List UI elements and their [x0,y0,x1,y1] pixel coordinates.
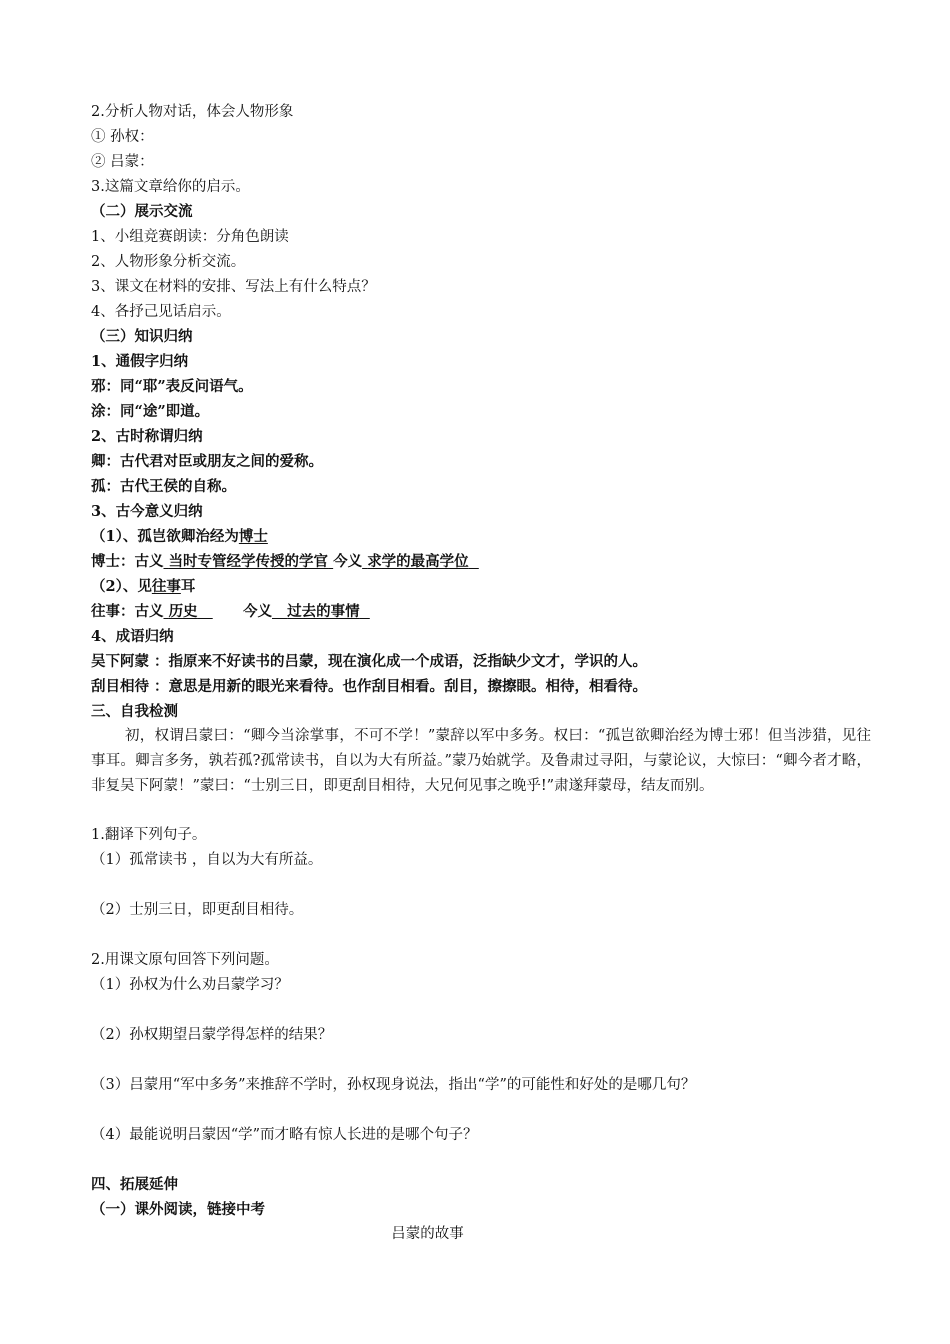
tongjia-line: 涂：同“途”即道。 [91,403,210,420]
task-item-3: 3.这篇文章给你的启示。 [91,179,250,195]
chengwei-line: 卿：古代君对臣或朋友之间的爱称。 [91,453,323,470]
modern-meaning: 过去的事情 [287,603,360,620]
gujin-answer-1 [91,552,479,572]
tongjia-line: 邪：同“耶”表反问语气。 [91,378,253,395]
gujin-question-2 [91,577,195,597]
answer-label: 博士：古义 [91,553,164,570]
self-test-heading: 三、自我检测 [91,703,178,720]
modern-label: 今义 [333,553,363,570]
exchange-item: 2、人物形象分析交流。 [91,254,246,270]
answer-label: 往事：古义 [91,603,164,620]
chengyu-line: 吴下阿蒙 ：指原来不好读书的吕蒙，现在演化成一个成语，泛指缺少文才，学识的人。 [91,653,648,670]
tongjia-title: 1、通假字归纳 [91,353,189,370]
question-keyword: 往事 [151,578,181,595]
question-suffix: 耳 [180,578,196,595]
exchange-item: 1、小组竞赛朗读：分角色朗读 [91,229,289,245]
modern-meaning: 求学的最高学位 [367,553,469,570]
ancient-meaning: 当时专管经学传授的学官 [168,553,329,570]
exchange-heading: （二）展示交流 [91,203,193,220]
chengwei-line: 孤：古代王侯的自称。 [91,478,236,495]
task-sunquan: ① 孙权： [91,129,154,145]
modern-label: 今义 [243,603,273,620]
task-lvmeng: ② 吕蒙： [91,154,154,170]
passage-text: 初，权谓吕蒙曰：“卿今当涂掌事，不可不学！”蒙辞以军中多务。权曰：“孤岂欲卿治经为博士邪！但当涉猎，见往事耳。卿言多务，孰若孤?孤常读书，自以为大有所益。”蒙乃始就学。及鲁肃过寻阳，与蒙论议，大惊曰：“卿今者才略，非复吴下阿蒙！”蒙曰：“士别三日，即更刮目相待，大兄何见事之晚乎!”肃遂拜蒙母，结友而别。 [91,728,871,794]
question-prefix: （1）、孤岂欲卿治经为 [91,528,239,545]
exchange-item: 4、各抒己见话启示。 [91,304,231,320]
q2-item: （3）吕蒙用“军中多务”来推辞不学时，孙权现身说法，指出“学”的可能性和好处的是哪几句？ [91,1077,696,1093]
extension-heading: 四、拓展延伸 [91,1176,178,1193]
task-item-2: 2.分析人物对话，体会人物形象 [91,104,294,120]
chengyu-line: 刮目相待 ：意思是用新的眼光来看待。也作刮目相看。刮目，擦擦眼。相待，相看待。 [91,678,648,695]
question-prefix: （2）、见 [91,578,152,595]
q2-item: （4）最能说明吕蒙因“学”而才略有惊人长进的是哪个句子？ [91,1127,478,1143]
chengyu-title: 4、成语归纳 [91,628,174,645]
extension-sub: （一）课外阅读，链接中考 [91,1201,265,1218]
ancient-meaning: 历史 [168,603,198,620]
q1-title: 1.翻译下列句子。 [91,827,207,843]
gujin-title: 3、古今意义归纳 [91,503,203,520]
q2-item: （2）孙权期望吕蒙学得怎样的结果？ [91,1027,333,1043]
q2-title: 2.用课文原句回答下列问题。 [91,952,279,968]
q1-item: （2）士别三日，即更刮目相待。 [91,902,304,918]
q1-item: （1）孤常读书 ，自以为大有所益。 [91,852,323,868]
exchange-item: 3、课文在材料的安排、写法上有什么特点？ [91,279,376,295]
knowledge-heading: （三）知识归纳 [91,328,193,345]
q2-item: （1）孙权为什么劝吕蒙学习？ [91,977,289,993]
gujin-question-1 [91,527,268,547]
story-title: 吕蒙的故事 [391,1226,464,1242]
reading-passage [91,724,871,799]
chengwei-title: 2、古时称谓归纳 [91,428,203,445]
question-keyword: 博士 [238,528,268,545]
gujin-answer-2 [91,602,370,622]
